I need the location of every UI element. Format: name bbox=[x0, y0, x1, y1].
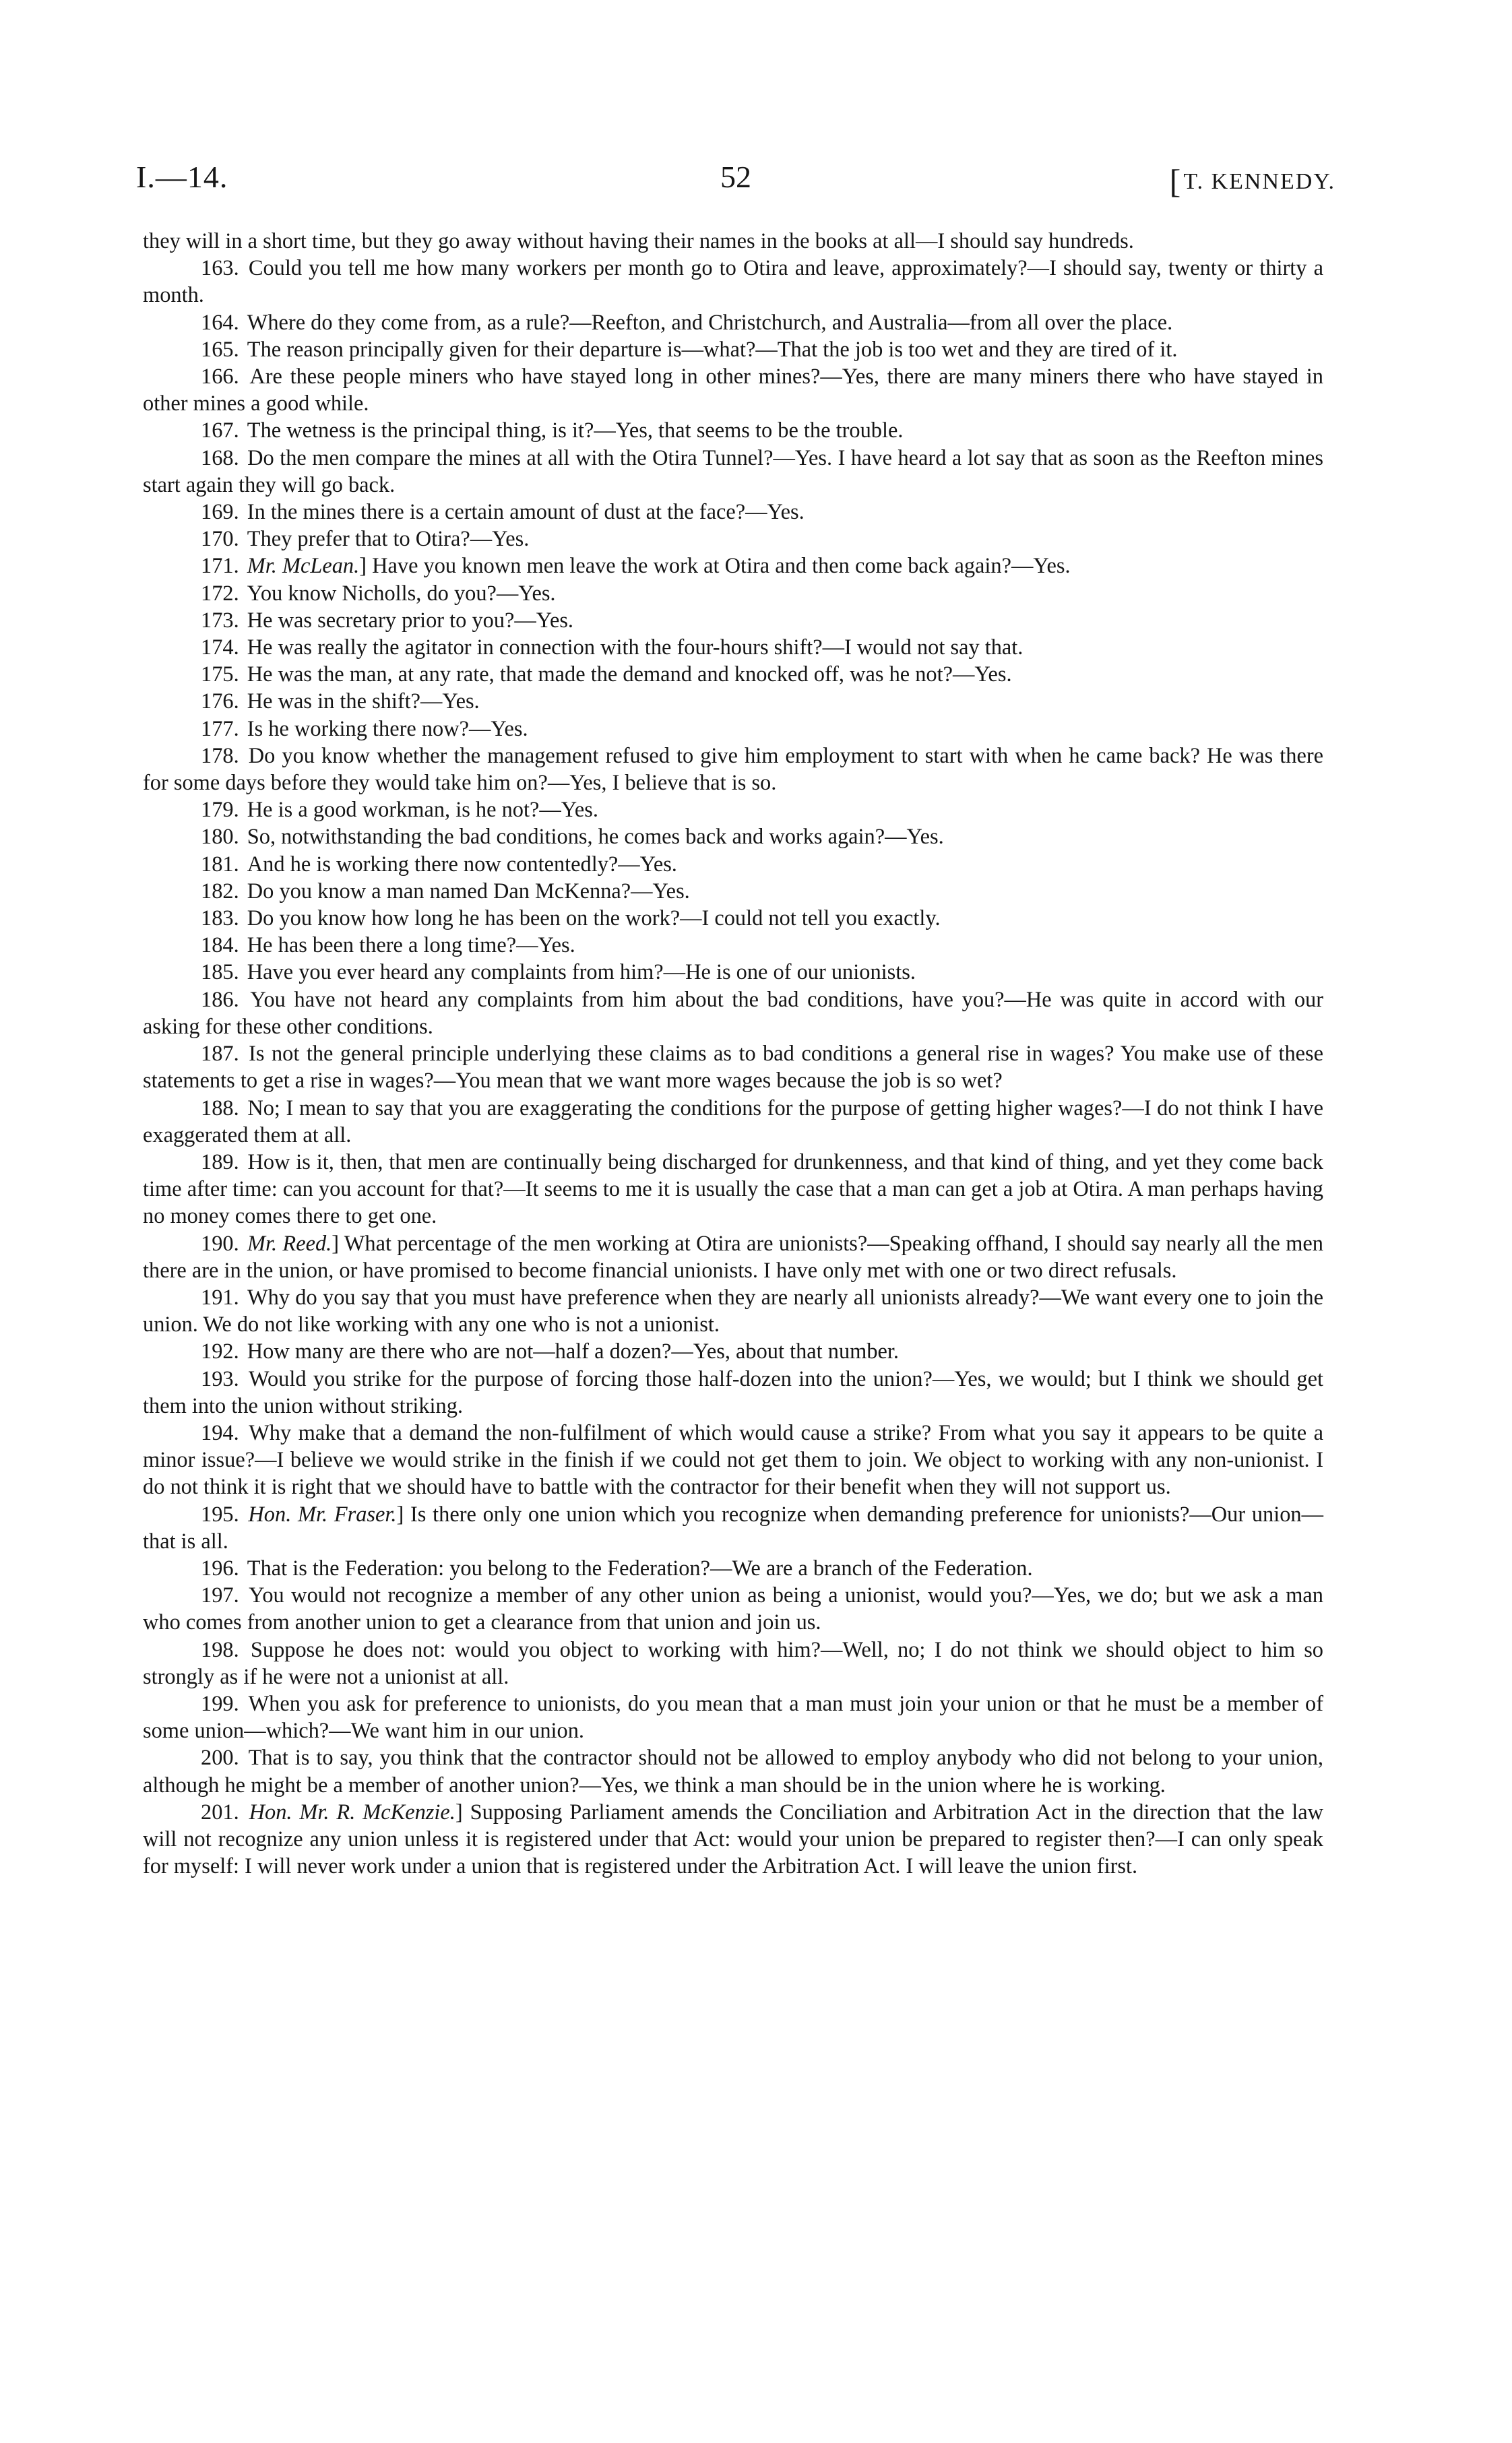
question-answer-paragraph bbox=[143, 1501, 1323, 1555]
question-answer-text: Where do they come from, as a rule?—Reefton, and Christchurch, and Australia—from all over the place. bbox=[247, 310, 1173, 335]
question-number: 190. bbox=[201, 1231, 245, 1256]
question-number: 180. bbox=[201, 825, 245, 850]
question-answer-paragraph bbox=[143, 851, 1323, 878]
question-answer-text: What percentage of the men working at Otira are unionists?—Speaking offhand, I should say nearly all the men there are in the union, or have promised to become financial unionists. I have only met with one or two direct refusals. bbox=[143, 1231, 1323, 1283]
question-number: 188. bbox=[201, 1096, 245, 1120]
question-answer-text: Is not the general principle underlying these claims as to bad conditions a general rise in wages? You make use of these statements to get a rise in wages?—You mean that we want more wages because the job is so wet? bbox=[143, 1042, 1323, 1093]
question-answer-text: That is to say, you think that the contractor should not be allowed to employ anybody who did not belong to your union, although he might be a member of another union?—Yes, we think a man should be in the union where he is working. bbox=[143, 1746, 1324, 1798]
speaker-name: Hon. Mr. Fraser. bbox=[248, 1502, 397, 1527]
question-answer-paragraph bbox=[143, 255, 1323, 309]
question-answer-text: Would you strike for the purpose of forcing those half-dozen into the union?—Yes, we would; but I think we should get them into the union without striking. bbox=[143, 1366, 1323, 1418]
question-answer-paragraph bbox=[143, 742, 1323, 796]
question-answer-text: He was really the agitator in connection with the four-hours shift?—I would not say that. bbox=[247, 635, 1023, 660]
question-answer-text: Why do you say that you must have preference when they are nearly all unionists already?—We want every one to join the union. We do not like working with any one who is not a unionist. bbox=[143, 1285, 1323, 1337]
question-number: 197. bbox=[201, 1583, 247, 1608]
question-number: 199. bbox=[201, 1691, 246, 1716]
question-answer-paragraph bbox=[143, 417, 1323, 444]
question-answer-paragraph bbox=[143, 661, 1323, 688]
speaker-name: Mr. McLean. bbox=[247, 554, 360, 579]
question-number: 196. bbox=[201, 1556, 245, 1581]
question-answer-text: Have you known men leave the work at Otira and then come back again?—Yes. bbox=[372, 554, 1071, 579]
question-answer-paragraph bbox=[143, 1095, 1323, 1149]
question-number: 168. bbox=[201, 445, 245, 470]
question-answer-paragraph bbox=[143, 363, 1323, 417]
question-answer-paragraph bbox=[143, 526, 1323, 552]
question-number: 166. bbox=[201, 364, 247, 389]
question-number: 200. bbox=[201, 1746, 246, 1771]
question-answer-text: That is the Federation: you belong to the Federation?—We are a branch of the Federation. bbox=[247, 1556, 1033, 1581]
page-number: 52 bbox=[720, 160, 751, 194]
question-answer-text: Could you tell me how many workers per month go to Otira and leave, approximately?—I should say, twenty or thirty a month. bbox=[143, 256, 1324, 308]
question-number: 172. bbox=[201, 581, 245, 606]
question-answer-text: In the mines there is a certain amount of dust at the face?—Yes. bbox=[247, 500, 805, 525]
question-answer-text: You would not recognize a member of any other union as being a unionist, would you?—Yes, we do; but we ask a man who comes from another union to get a clearance from that union and join us. bbox=[143, 1583, 1324, 1635]
question-answer-text: Suppose he does not: would you object to working with him?—Well, no; I do not think we should object to him so strongly as if he were not a unionist at all. bbox=[143, 1637, 1324, 1689]
question-answer-text: How many are there who are not—half a dozen?—Yes, about that number. bbox=[247, 1339, 900, 1364]
question-number: 164. bbox=[201, 310, 245, 335]
question-number: 179. bbox=[201, 798, 245, 823]
question-answer-paragraph bbox=[143, 905, 1323, 932]
speaker-bracket: ] bbox=[455, 1800, 470, 1825]
evidence-text bbox=[143, 228, 1323, 1880]
question-answer-paragraph bbox=[143, 445, 1323, 499]
question-number: 182. bbox=[201, 879, 245, 903]
question-answer-paragraph bbox=[143, 336, 1323, 363]
question-answer-text: Is there only one union which you recognize when demanding preference for unionists?—Our union—that is all. bbox=[143, 1502, 1323, 1554]
question-number: 167. bbox=[201, 418, 245, 443]
question-number: 174. bbox=[201, 635, 245, 660]
question-answer-paragraph bbox=[143, 986, 1323, 1040]
question-answer-paragraph bbox=[143, 1149, 1323, 1230]
question-answer-paragraph bbox=[143, 634, 1323, 661]
question-number: 185. bbox=[201, 960, 245, 985]
question-answer-text: No; I mean to say that you are exaggerating the conditions for the purpose of getting higher wages?—I do not think I have exaggerated them at all. bbox=[143, 1096, 1324, 1147]
question-answer-paragraph bbox=[143, 552, 1323, 579]
question-answer-paragraph bbox=[143, 716, 1323, 742]
question-answer-paragraph bbox=[143, 580, 1323, 607]
question-answer-text: When you ask for preference to unionists, do you mean that a man must join your union or that he must be a member of some union—which?—We want him in our union. bbox=[143, 1691, 1324, 1744]
question-answer-paragraph bbox=[143, 1799, 1323, 1880]
question-answer-paragraph bbox=[143, 499, 1323, 526]
question-answer-text: Why make that a demand the non-fulfilment of which would cause a strike? From what you say it appears to be quite a minor issue?—I believe we would strike in the finish if we could not get them to join. We object to working with any non-unionist. I do not think it is right that we should have to battle with the contractor for their benefit when they will not support us. bbox=[143, 1420, 1324, 1500]
question-answer-text: So, notwithstanding the bad conditions, he comes back and works again?—Yes. bbox=[247, 825, 944, 850]
question-answer-paragraph bbox=[143, 607, 1323, 634]
question-answer-paragraph bbox=[143, 1040, 1323, 1094]
question-answer-paragraph bbox=[143, 1420, 1323, 1501]
question-answer-paragraph bbox=[143, 823, 1323, 850]
question-answer-text: He was secretary prior to you?—Yes. bbox=[247, 608, 574, 633]
question-answer-paragraph bbox=[143, 1690, 1323, 1744]
opening-paragraph: they will in a short time, but they go away without having their names in the books at all—I should say hundreds. bbox=[143, 229, 1134, 253]
question-number: 181. bbox=[201, 852, 245, 877]
question-number: 165. bbox=[201, 337, 245, 362]
question-answer-text: You have not heard any complaints from him about the bad conditions, have you?—He was quite in accord with our asking for these other conditions. bbox=[143, 987, 1323, 1039]
question-answer-text: Is he working there now?—Yes. bbox=[247, 716, 528, 741]
question-answer-text: They prefer that to Otira?—Yes. bbox=[247, 527, 530, 552]
question-number: 194. bbox=[201, 1420, 247, 1445]
question-answer-text: And he is working there now contentedly?—Yes. bbox=[247, 852, 677, 877]
speaker-bracket: ] bbox=[332, 1231, 344, 1256]
question-answer-text: He has been there a long time?—Yes. bbox=[247, 933, 575, 958]
question-answer-paragraph bbox=[143, 1366, 1323, 1420]
question-answer-paragraph bbox=[143, 1284, 1323, 1338]
question-answer-text: Do you know whether the management refused to give him employment to start with when he came back? He was there for some days before they would take him on?—Yes, I believe that is so. bbox=[143, 743, 1323, 796]
speaker-name: Mr. Reed. bbox=[247, 1231, 332, 1256]
question-answer-paragraph bbox=[143, 1338, 1323, 1365]
question-answer-paragraph bbox=[143, 878, 1323, 905]
question-answer-paragraph bbox=[143, 688, 1323, 715]
question-number: 169. bbox=[201, 500, 245, 525]
speaker-name: Hon. Mr. R. McKenzie. bbox=[249, 1800, 455, 1825]
question-answer-paragraph bbox=[143, 796, 1323, 823]
question-number: 171. bbox=[201, 554, 245, 579]
question-answer-text: He was in the shift?—Yes. bbox=[247, 689, 480, 714]
question-number: 195. bbox=[201, 1502, 246, 1527]
speaker-bracket: ] bbox=[396, 1502, 411, 1527]
page-header bbox=[136, 159, 1335, 206]
question-number: 163. bbox=[201, 256, 246, 281]
question-answer-text: You know Nicholls, do you?—Yes. bbox=[247, 581, 556, 606]
question-answer-text: The reason principally given for their departure is—what?—That the job is too wet and they are tired of it. bbox=[247, 337, 1178, 362]
witness-name-text: T. KENNEDY. bbox=[1183, 169, 1335, 194]
question-answer-text: How is it, then, that men are continually being discharged for drunkenness, and that kind of thing, and yet they come back time after time: can you account for that?—It seems to me it is usually the case that a man can get a job at Otira. A man perhaps having no money comes there to get one. bbox=[143, 1149, 1324, 1229]
question-number: 191. bbox=[201, 1285, 245, 1310]
question-number: 201. bbox=[201, 1800, 247, 1825]
question-answer-paragraph bbox=[143, 309, 1323, 336]
question-number: 176. bbox=[201, 689, 245, 714]
question-answer-text: The wetness is the principal thing, is it?—Yes, that seems to be the trouble. bbox=[247, 418, 904, 443]
opening-bracket-glyph: [ bbox=[1169, 162, 1183, 200]
question-answer-text: He is a good workman, is he not?—Yes. bbox=[247, 798, 598, 823]
question-number: 193. bbox=[201, 1366, 246, 1391]
question-number: 187. bbox=[201, 1042, 247, 1067]
question-answer-text: He was the man, at any rate, that made the demand and knocked off, was he not?—Yes. bbox=[247, 662, 1012, 687]
question-number: 170. bbox=[201, 527, 245, 552]
question-answer-paragraph bbox=[143, 1582, 1323, 1636]
question-answer-text: Have you ever heard any complaints from him?—He is one of our unionists. bbox=[247, 960, 916, 985]
question-number: 186. bbox=[201, 987, 248, 1012]
document-reference: I.—14. bbox=[136, 160, 228, 194]
question-answer-text: Do the men compare the mines at all with the Otira Tunnel?—Yes. I have heard a lot say that as soon as the Reefton mines start again they will go back. bbox=[143, 445, 1323, 497]
witness-name bbox=[1170, 162, 1335, 201]
question-answer-paragraph bbox=[143, 1555, 1323, 1582]
question-number: 177. bbox=[201, 716, 245, 741]
question-number: 198. bbox=[201, 1637, 248, 1662]
question-number: 192. bbox=[201, 1339, 245, 1364]
question-number: 189. bbox=[201, 1149, 245, 1174]
speaker-bracket: ] bbox=[359, 554, 373, 579]
question-number: 184. bbox=[201, 933, 245, 958]
question-answer-paragraph bbox=[143, 1637, 1323, 1690]
question-number: 173. bbox=[201, 608, 245, 633]
question-answer-text: Do you know a man named Dan McKenna?—Yes. bbox=[247, 879, 690, 903]
question-answer-text: Do you know how long he has been on the work?—I could not tell you exactly. bbox=[247, 906, 941, 931]
question-number: 178. bbox=[201, 743, 246, 768]
question-answer-text: Are these people miners who have stayed long in other mines?—Yes, there are many miners there who have stayed in other mines a good while. bbox=[143, 364, 1324, 416]
question-answer-paragraph bbox=[143, 959, 1323, 986]
question-answer-text: Supposing Parliament amends the Conciliation and Arbitration Act in the direction that the law will not recognize any union unless it is registered under that Act: would your union be prepared to register then?—I can only speak for myself: I will never work under a union that is registered under the Arbitration Act. I will leave the union first. bbox=[143, 1800, 1324, 1879]
question-number: 183. bbox=[201, 906, 245, 931]
question-answer-paragraph bbox=[143, 1230, 1323, 1284]
question-number: 175. bbox=[201, 662, 245, 687]
question-answer-paragraph bbox=[143, 1744, 1323, 1798]
question-answer-paragraph bbox=[143, 932, 1323, 959]
